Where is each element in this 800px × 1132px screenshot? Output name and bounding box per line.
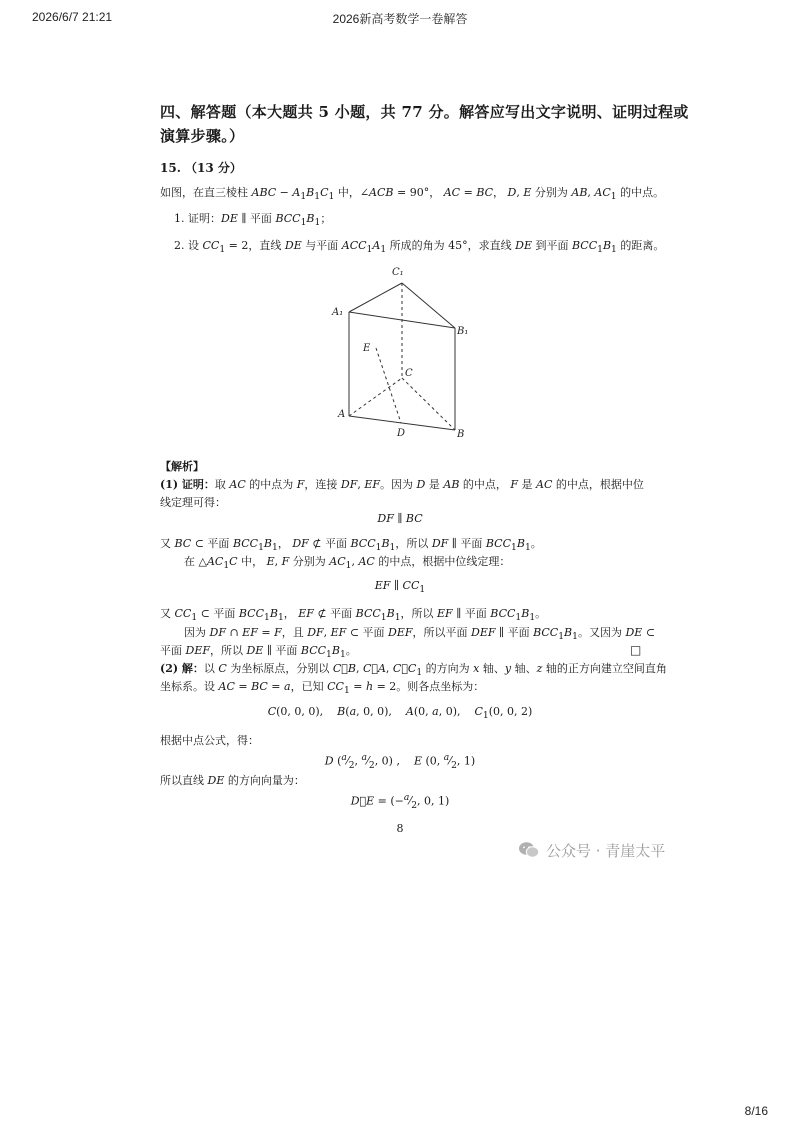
label-c1: C₁ [392,267,404,278]
solution-p6: (2) 解：以 C 为坐标原点，分别以 C⃗B, C⃗A, $C⃗C_1$ 的方向为 x 轴、y 轴、z 轴的正方向建立空间直角 [160,662,667,679]
label-b: B [457,429,465,440]
equation-coordinates: C(0, 0, 0), B(a, 0, 0), A(0, a, 0), $C_1(0$, 0, 2) [267,705,533,722]
section-heading-line2: 演算步骤。） [160,127,245,145]
segment-e-d-hidden [376,348,401,423]
problem-number: 15. （13 分） [160,161,242,175]
qed-mark: □ [630,643,642,657]
equation-df-parallel-bc: DF ∥ BC [377,512,423,525]
label-c: C [405,368,413,379]
document-title: 2026新高考数学一卷解答 [332,12,468,26]
watermark [518,840,665,860]
wechat-icon [518,841,540,859]
solution-p8: 所以直线 DE 的方向向量为： [160,774,305,787]
label-b1: B₁ [457,326,469,337]
solution-p2: 又 BC ⊂ 平面 $BCC_1B_1$， DF ⊄ 平面 $BCC_1B_1$，所以 DF ∥ 平面 $BCC_1B_1$。 [160,537,542,554]
document-page-number: 8 [396,822,404,835]
equation-direction-vector: D⃗E = ($-^a⁄_2$, 0, 1) [350,792,450,811]
equation-ef-parallel-cc1: EF ∥ $CC_1$ [374,579,426,596]
edge-c-b-hidden [402,378,455,430]
label-e: E [363,343,371,354]
print-datetime: 2026/6/7 21:21 [32,10,113,24]
label-a: A [338,409,346,420]
solution-p5b: 平面 DEF，所以 DE ∥ 平面 $BCC_1B_1$。 [160,644,357,661]
solution-p4: 又 $CC_1$ ⊂ 平面 $BCC_1B_1$， EF ⊄ 平面 $BCC_1B_1$，所以 EF ∥ 平面 $BCC_1B_1$。 [160,607,547,624]
problem-part-2: 2. 设 $CC_1 = 2$，直线 DE 与平面 $ACC_1A_1$ 所成的角为 45°，求直线 DE 到平面 $BCC_1B_1$ 的距离。 [174,239,665,256]
prism-figure [0,0,800,460]
solution-p1b: 线定理可得： [160,496,226,509]
problem-part-1: 1. 证明：DE ∥ 平面 $BCC_1B_1$； [174,212,332,229]
solution-p3: 在 $\triangle AC_1C$ 中， E, F 分别为 $AC_1$, AC 的中点，根据中位线定理： [184,555,511,572]
solution-title: 【解析】 [160,460,204,473]
solution-p5: 因为 DF ∩ EF = F，且 DF, EF ⊂ 平面 DEF，所以平面 DEF ∥ 平面 $BCC_1B_1$。又因为 DE ⊂ [184,626,656,643]
solution-p1: (1) 证明：取 AC 的中点为 F，连接 DF, EF。因为 D 是 AB 的中点， F 是 AC 的中点，根据中位 [160,478,644,491]
watermark-text: 公众号 · 青崖太平 [546,841,666,860]
edge-a-c-hidden [349,378,402,416]
viewer-page-indicator: 8/16 [744,1104,768,1118]
solution-p7: 根据中点公式，得： [160,734,259,747]
label-d: D [397,428,406,439]
section-heading-line1: 四、解答题（本大题共 5 小题，共 77 分。解答应写出文字说明、证明过程或 [160,103,689,121]
edge-c1-a1 [349,283,402,312]
label-a1: A₁ [332,307,344,318]
equation-midpoints: D ($^a⁄_2$, $^a⁄_2$, 0) , E (0, $^a⁄_2$, 1) [324,752,476,771]
solution-p6b: 坐标系。设 AC = BC = a，已知 $CC_1 = h = 2$。则各点坐标为： [160,680,485,697]
problem-stem: 如图，在直三棱柱 ABC − $A_1B_1C_1$ 中，∠ACB = 90°， AC = BC， D, E 分别为 AB, $AC_1$ 的中点。 [160,186,665,203]
